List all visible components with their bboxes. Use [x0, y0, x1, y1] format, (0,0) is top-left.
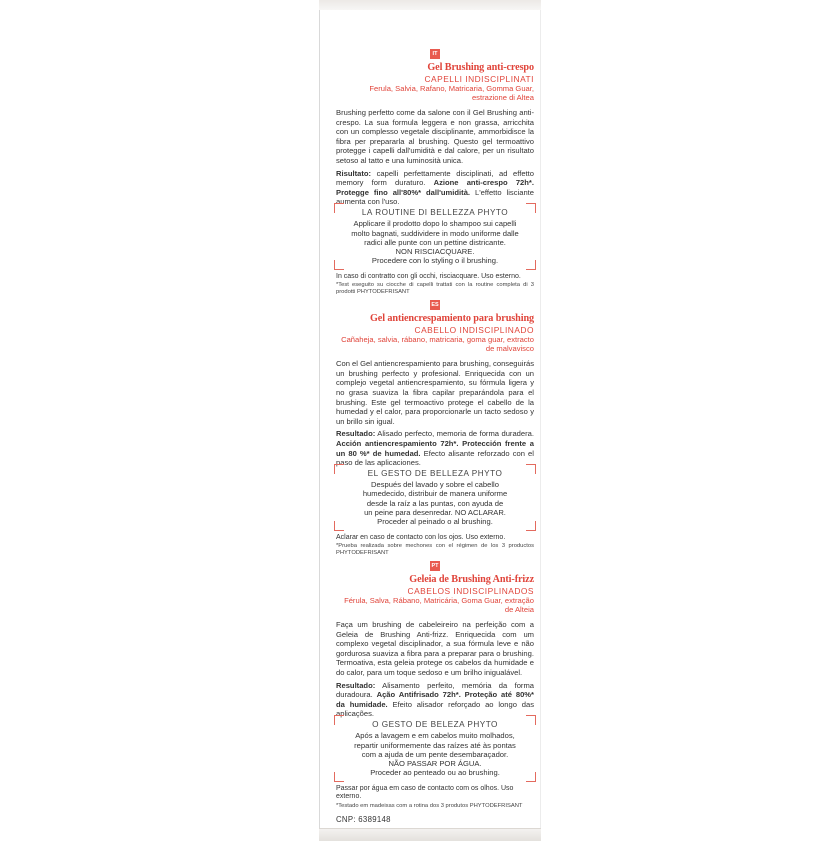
routine-line: desde la raíz a las puntas, con ayuda de	[366, 498, 504, 508]
result-label: Risultato:	[336, 168, 372, 178]
caution-text: In caso di contratto con gli occhi, risciacquare. Uso esterno.	[336, 272, 521, 280]
routine-line: Proceder ao penteado ou ao brushing.	[370, 768, 500, 778]
caution-text: Passar por água em caso de contacto com os olhos. Uso externo.	[336, 784, 514, 801]
routine-line: radici alle punte con un pettine districante.	[364, 237, 506, 247]
beauty-routine-box	[336, 720, 534, 781]
routine-line: Procedere con lo styling o il brushing.	[371, 256, 499, 266]
product-description: Con el Gel antiencrespamiento para brushing, conseguirás un brushing perfecto y profesional. Enriquecida con un complejo vegetal antiencrespamiento, su fórmula ligera y no grasa suaviza la fibra capilar preparándola para el brushing. Este gel termoactivo protege el cabello de la humedad y el calor, para proporcionarle un tacto sedoso y un brillo sin igual.	[336, 359, 534, 426]
ingredients-list: Férula, Salva, Rábano, Matricária, Goma Guar, extração de Alteia	[344, 596, 534, 615]
result-claims: Azione anti-crespo 72h*. Protegge fino all'80%* dall'umidità.	[336, 178, 534, 197]
product-subtitle: CABELOS INDISCIPLINADOS	[407, 586, 534, 597]
routine-line: NON RISCIACQUARE.	[395, 247, 475, 257]
routine-line: Applicare il prodotto dopo lo shampoo sui capelli	[353, 219, 517, 229]
language-badge-es: ES	[431, 302, 439, 309]
routine-line: molto bagnati, suddividere in modo uniforme dalle	[351, 228, 519, 238]
routine-line: Después del lavado y sobre el cabello	[371, 480, 499, 490]
product-description: Brushing perfetto come da salone con il Gel Brushing anti-crespo. La sua formula leggera e non grassa, arricchita con un complesso vegetale disciplinante, ammorbidisce la fibra per prepararla al brushing. Questo gel termoattivo protegge i capelli dall'umidità e dal calore, per un risultato setoso al tatto e una luminosità unica.	[336, 108, 534, 165]
ingredients-list: Cañaheja, salvia, rábano, matricaria, goma guar, extracto de malvavisco	[341, 335, 534, 354]
product-title: Gel Brushing anti-crespo	[427, 62, 534, 73]
packaging-text-panel	[319, 10, 541, 828]
routine-line: un peine para desenredar. NO ACLARAR.	[364, 507, 506, 517]
footnote: *Testado em madeixas com a rotina dos 3 produtos PHYTODEFRISANT	[336, 802, 523, 809]
result-claims: Ação Antifrisado 72h*. Proteção até 80%* da humidade.	[336, 690, 534, 709]
product-title: Geleia de Brushing Anti-frizz	[409, 574, 534, 586]
result-text: Alisado perfecto, memoria de forma duradera.	[375, 429, 534, 439]
result-paragraph	[336, 681, 534, 719]
language-badge-it: IT	[430, 49, 440, 59]
footnote: *Prueba realizada sobre mechones con el régimen de los 3 productos PHYTODEFRISANT	[336, 543, 534, 557]
result-end: L'effetto lisciante aumenta con l'uso.	[336, 187, 534, 207]
routine-line: Proceder al peinado o al brushing.	[377, 517, 493, 527]
product-description: Faça um brushing de cabeleireiro na perfeição com a Geleia de Brushing Anti-frizz. Enriquecida com um complexo vegetal disciplinador, a sua fórmula leve e não gordurosa suaviza a fibra para a preparar para o brushing. Termoativa, esta geleia protege os cabelos da humidade e do calor, para um toque sedoso e um brilho inigualável.	[336, 620, 534, 677]
beauty-routine-box	[336, 469, 534, 530]
routine-line: NÃO PASSAR POR ÁGUA.	[388, 759, 482, 769]
result-paragraph	[336, 169, 534, 207]
result-end: Efeito alisador reforçado ao longo das aplicações.	[336, 699, 534, 719]
result-label: Resultado:	[336, 429, 376, 439]
beauty-routine-box	[336, 208, 534, 269]
product-title: Gel antiencrespamiento para brushing	[369, 313, 534, 325]
routine-title: EL GESTO DE BELLEZA PHYTO	[367, 468, 503, 478]
language-badge-pt: PT	[431, 563, 439, 570]
result-claims: Acción antiencrespamiento 72h*. Protección frente a un 80 %* de humedad.	[336, 438, 534, 458]
routine-title: LA ROUTINE DI BELLEZZA PHYTO	[361, 207, 509, 217]
result-end: Efecto alisante reforzado con el paso de las aplicaciones.	[336, 448, 534, 468]
routine-line: humedecido, distribuir de manera uniforme	[362, 489, 508, 499]
ingredients-list: Ferula, Salvia, Rafano, Matricaria, Gomma Guar, estrazione di Altea	[369, 84, 534, 102]
routine-line: repartir uniformemente das raízes até às pontas	[354, 740, 516, 750]
routine-line: Após a lavagem e em cabelos muito molhados,	[355, 731, 515, 741]
section-italian	[336, 49, 534, 296]
routine-line: com a ajuda de um pente desembaraçador.	[361, 749, 509, 759]
footnote: *Test eseguito su ciocche di capelli trattati con la routine completa di 3 prodotti PHYTODEFRISANT	[336, 282, 534, 296]
result-text: capelli perfettamente disciplinati, ad effetto memory form duraturo.	[336, 168, 534, 188]
section-portuguese	[336, 561, 534, 810]
routine-title: O GESTO DE BELEZA PHYTO	[372, 719, 498, 729]
caution-text: Aclarar en caso de contacto con los ojos. Uso externo.	[336, 533, 506, 541]
product-subtitle: CABELLO INDISCIPLINADO	[414, 325, 534, 336]
section-spanish	[336, 300, 534, 557]
result-label: Resultado:	[336, 680, 376, 690]
product-subtitle: CAPELLI INDISCIPLINATI	[424, 74, 534, 84]
result-paragraph	[336, 429, 534, 467]
box-bottom-flap	[319, 828, 541, 841]
cnp-code: CNP: 6389148	[336, 814, 391, 824]
result-text: Alisamento perfeito, memória da forma duradoura.	[336, 680, 534, 700]
